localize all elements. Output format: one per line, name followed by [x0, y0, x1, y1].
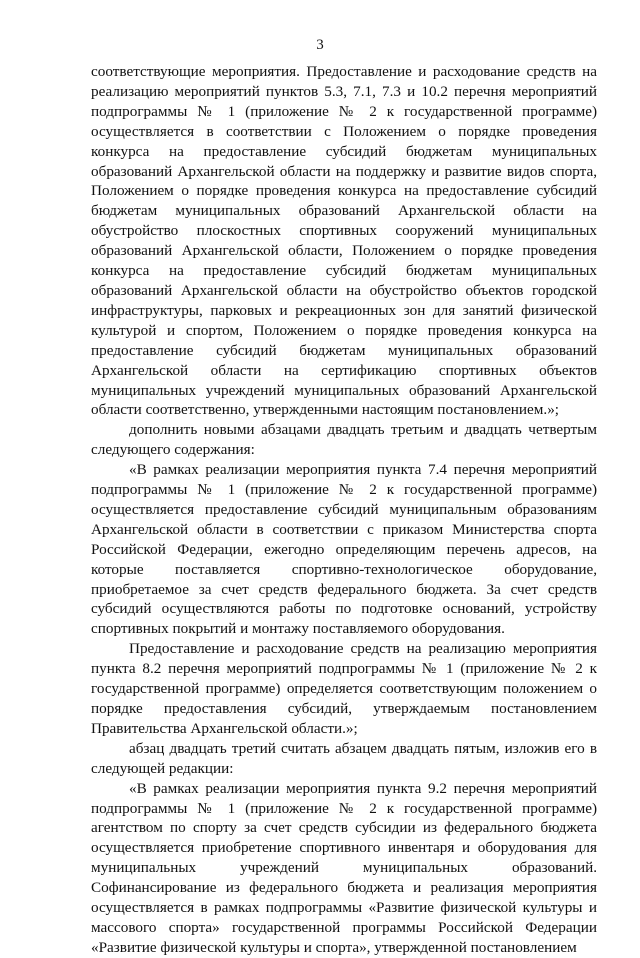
paragraph-6: «В рамках реализации мероприятия пункта 9.2 перечня мероприятий подпрограммы № 1 (приложение № 2 к государственной программе) агентством по спорту за счет средств субсидии из федерального бюджета осуществляется приобретение спортивного инвентаря и оборудования для муниципальных учреждений муниципальных образований. Софинансирование из федерального бюджета и реализация мероприятия осуществляется в рамках подпрограммы «Развитие физической культуры и массового спорта» государственной программы Российской Федерации «Развитие физической культуры и спорта», утвержденной постановлением [91, 779, 597, 956]
paragraph-2: дополнить новыми абзацами двадцать третьим и двадцать четвертым следующего содержания: [91, 421, 597, 459]
document-body [91, 62, 597, 958]
paragraph-1: соответствующие мероприятия. Предоставление и расходование средств на реализацию мероприятий пунктов 5.3, 7.1, 7.3 и 10.2 перечня мероприятий подпрограммы № 1 (приложение № 2 к государственной программе) осуществляется в соответствии с Положением о порядке проведения конкурса на предоставление субсидий бюджетам муниципальных образований Архангельской области на поддержку и развитие видов спорта, Положением о порядке проведения конкурса на предоставление субсидий бюджетам муниципальных образований Архангельской области на обустройство плоскостных спортивных сооружений муниципальных образований Архангельской области, Положением о порядке проведения конкурса на предоставление субсидий бюджетам муниципальных образований Архангельской области на обустройство объектов городской инфраструктуры, парковых и рекреационных зон для занятий физической культурой и спортом, Положением о порядке проведения конкурса на предоставление субсидий бюджетам муниципальных образований Архангельской области на сертификацию спортивных объектов муниципальных учреждений муниципальных образований Архангельской области соответственно, утвержденными настоящим постановлением.»; [91, 63, 597, 419]
page-number: 3 [316, 37, 324, 53]
paragraph-5: абзац двадцать третий считать абзацем двадцать пятым, изложив его в следующей редакции: [91, 739, 597, 777]
paragraph-4: Предоставление и расходование средств на реализацию мероприятия пункта 8.2 перечня мероприятий подпрограммы № 1 (приложение № 2 к государственной программе) определяется соответствующим положением о порядке предоставления субсидий, утверждаемым постановлением Правительства Архангельской области.»; [91, 640, 597, 737]
paragraph-3: «В рамках реализации мероприятия пункта 7.4 перечня мероприятий подпрограммы № 1 (приложение № 2 к государственной программе) осуществляется предоставление субсидий муниципальным образованиям Архангельской области в соответствии с приказом Министерства спорта Российской Федерации, ежегодно определяющим перечень адресов, на которые поставляется спортивно-технологическое оборудование, приобретаемое за счет средств федерального бюджета. За счет средств субсидий осуществляются работы по подготовке оснований, устройству спортивных покрытий и монтажу поставляемого оборудования. [91, 461, 597, 638]
